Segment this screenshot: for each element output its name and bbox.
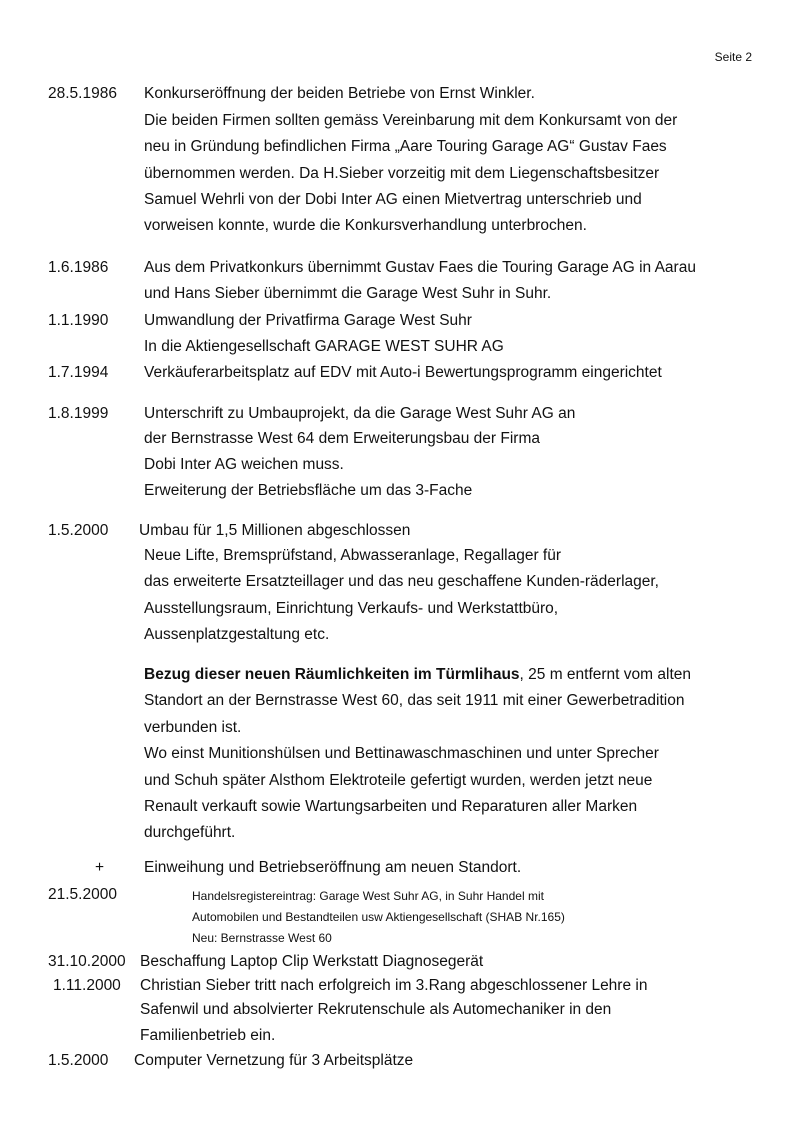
entry-date-2: 1.6.1986 [48,259,109,276]
entry-text-1-line-2: Die beiden Firmen sollten gemäss Vereinbarung mit dem Konkursamt von der [144,112,678,129]
entry-date-9: 31.10.2000 [48,953,126,970]
entry-text-6-line-1: Umbau für 1,5 Millionen abgeschlossen [139,522,411,539]
paragraph-line-4: Wo einst Munitionshülsen und Bettinawaschmaschinen und unter Sprecher [144,745,659,762]
entry-text-1-line-3: neu in Gründung befindlichen Firma „Aare Touring Garage AG“ Gustav Faes [144,138,667,155]
entry-text-8-line-3: Neu: Bernstrasse West 60 [192,931,332,945]
entry-text-7-line-1: Einweihung und Betriebseröffnung am neuen Standort. [144,859,522,876]
entry-date-5: 1.8.1999 [48,405,109,422]
paragraph-line-7: durchgeführt. [144,824,236,841]
entry-text-6-line-5: Aussenplatzgestaltung etc. [144,626,330,643]
paragraph-line-1 [144,665,691,685]
entry-text-10-line-2: Safenwil und absolvierter Rekrutenschule als Automechaniker in den [140,1001,612,1018]
paragraph-line-5: und Schuh später Alsthom Elektroteile gefertigt wurden, werden jetzt neue [144,772,653,789]
entry-text-3-line-2: In die Aktiengesellschaft GARAGE WEST SUHR AG [144,338,504,355]
entry-date-10: 1.11.2000 [53,977,121,994]
entry-text-10-line-1: Christian Sieber tritt nach erfolgreich im 3.Rang abgeschlossener Lehre in [140,977,648,994]
paragraph-line-1-rest: , 25 m entfernt vom alten [519,666,691,683]
entry-text-1-line-6: vorweisen konnte, wurde die Konkursverhandlung unterbrochen. [144,217,587,234]
bold-heading: Bezug dieser neuen Räumlichkeiten im Türmlihaus [144,666,520,683]
entry-text-5-line-1: Unterschrift zu Umbauprojekt, da die Garage West Suhr AG an [144,405,576,422]
entry-date-6: 1.5.2000 [48,522,109,539]
entry-text-2-line-1: Aus dem Privatkonkurs übernimmt Gustav Faes die Touring Garage AG in Aarau [144,259,696,276]
entry-text-8-line-1: Handelsregistereintrag: Garage West Suhr AG, in Suhr Handel mit [192,889,544,903]
entry-text-1-line-4: übernommen werden. Da H.Sieber vorzeitig mit dem Liegenschaftsbesitzer [144,165,660,182]
entry-text-1-line-1: Konkurseröffnung der beiden Betriebe von Ernst Winkler. [144,85,535,102]
entry-text-6-line-3: das erweiterte Ersatzteillager und das neu geschaffene Kunden-räderlager, [144,573,659,590]
entry-text-9-line-1: Beschaffung Laptop Clip Werkstatt Diagnosegerät [140,953,484,970]
entry-text-6-line-2: Neue Lifte, Bremsprüfstand, Abwasseranlage, Regallager für [144,547,562,564]
entry-text-2-line-2: und Hans Sieber übernimmt die Garage West Suhr in Suhr. [144,285,552,302]
entry-text-6-line-4: Ausstellungsraum, Einrichtung Verkaufs- und Werkstattbüro, [144,600,559,617]
entry-text-5-line-3: Dobi Inter AG weichen muss. [144,456,344,473]
entry-text-3-line-1: Umwandlung der Privatfirma Garage West Suhr [144,312,472,329]
entry-text-10-line-3: Familienbetrieb ein. [140,1027,276,1044]
entry-text-1-line-5: Samuel Wehrli von der Dobi Inter AG einen Mietvertrag unterschrieb und [144,191,642,208]
entry-text-5-line-2: der Bernstrasse West 64 dem Erweiterungsbau der Firma [144,430,540,447]
entry-date-11: 1.5.2000 [48,1052,109,1069]
paragraph-line-2: Standort an der Bernstrasse West 60, das seit 1911 mit einer Gewerbetradition [144,692,685,709]
entry-date-3: 1.1.1990 [48,312,109,329]
paragraph-line-3: verbunden ist. [144,719,242,736]
paragraph-line-6: Renault verkauft sowie Wartungsarbeiten und Reparaturen aller Marken [144,798,638,815]
entry-date-4: 1.7.1994 [48,364,109,381]
entry-text-5-line-4: Erweiterung der Betriebsfläche um das 3-Fache [144,482,473,499]
page-number: Seite 2 [714,50,752,64]
entry-text-4-line-1: Verkäuferarbeitsplatz auf EDV mit Auto-i Bewertungsprogramm eingerichtet [144,364,662,381]
entry-text-11-line-1: Computer Vernetzung für 3 Arbeitsplätze [134,1052,414,1069]
entry-date-1: 28.5.1986 [48,85,117,102]
entry-date-8: 21.5.2000 [48,886,117,903]
entry-text-8-line-2: Automobilen und Bestandteilen usw Aktiengesellschaft (SHAB Nr.165) [192,910,565,924]
plus-marker: + [95,859,105,876]
